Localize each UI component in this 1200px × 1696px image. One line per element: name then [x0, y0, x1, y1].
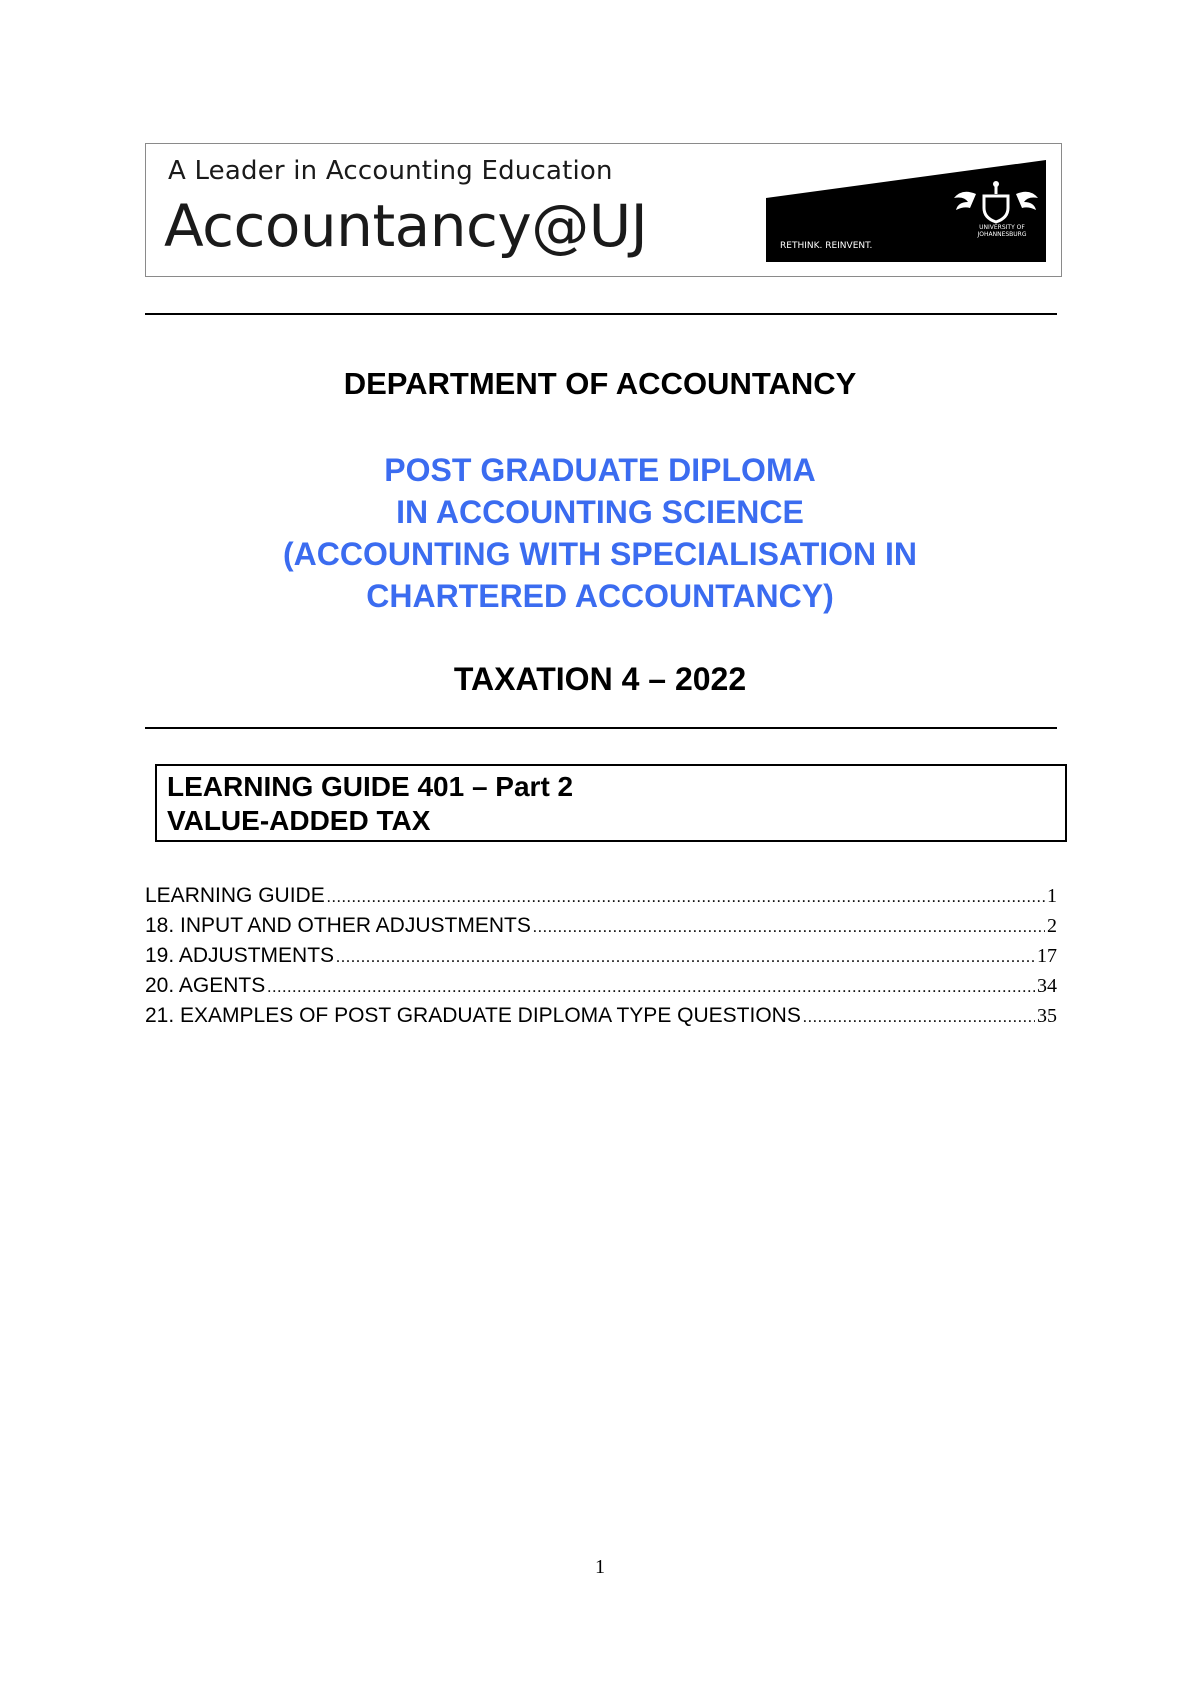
uj-university-name: UNIVERSITY OF JOHANNESBURG [977, 224, 1027, 238]
guide-title: LEARNING GUIDE 401 – Part 2 [167, 771, 574, 802]
toc-entry[interactable] [145, 1002, 1057, 1032]
table-of-contents [145, 882, 1057, 1032]
program-line-4: CHARTERED ACCOUNTANCY) [366, 578, 834, 614]
toc-entry-title: 18. INPUT AND OTHER ADJUSTMENTS [145, 914, 531, 937]
toc-leader [336, 944, 1035, 972]
department-title: DEPARTMENT OF ACCOUNTANCY [343, 366, 857, 401]
toc-leader [327, 884, 1045, 912]
toc-entry-page: 1 [1047, 885, 1057, 907]
banner-brand: Accountancy@UJ [164, 192, 648, 260]
top-divider [145, 313, 1057, 315]
header-banner [145, 143, 1062, 277]
toc-entry-title: 20. AGENTS [145, 974, 266, 997]
toc-entry[interactable] [145, 942, 1057, 972]
course-title: TAXATION 4 – 2022 [453, 661, 747, 697]
program-line-2: IN ACCOUNTING SCIENCE [396, 494, 804, 530]
toc-entry[interactable] [145, 882, 1057, 912]
toc-entry-page: 17 [1037, 945, 1057, 967]
toc-entry[interactable] [145, 972, 1057, 1002]
guide-subject: VALUE-ADDED TAX [167, 805, 431, 836]
toc-leader [533, 914, 1045, 942]
toc-entry-page: 2 [1047, 915, 1057, 937]
toc-entry-page: 34 [1037, 975, 1057, 997]
toc-entry-title: 21. EXAMPLES OF POST GRADUATE DIPLOMA TYPE QUESTIONS [145, 1004, 801, 1027]
bottom-divider [145, 727, 1057, 729]
program-line-1: POST GRADUATE DIPLOMA [384, 452, 816, 488]
page-number: 1 [595, 1556, 605, 1578]
toc-leader [803, 1004, 1035, 1032]
toc-leader [267, 974, 1035, 1002]
toc-entry-page: 35 [1037, 1005, 1057, 1027]
banner-tagline: A Leader in Accounting Education [168, 156, 613, 186]
uj-motto: RETHINK. REINVENT. [780, 241, 873, 251]
toc-entry-title: LEARNING GUIDE [145, 884, 325, 907]
program-line-3: (ACCOUNTING WITH SPECIALISATION IN [282, 536, 918, 572]
toc-entry-title: 19. ADJUSTMENTS [145, 944, 335, 967]
uj-logo [766, 160, 1046, 262]
toc-entry[interactable] [145, 912, 1057, 942]
learning-guide-box [155, 764, 1067, 842]
